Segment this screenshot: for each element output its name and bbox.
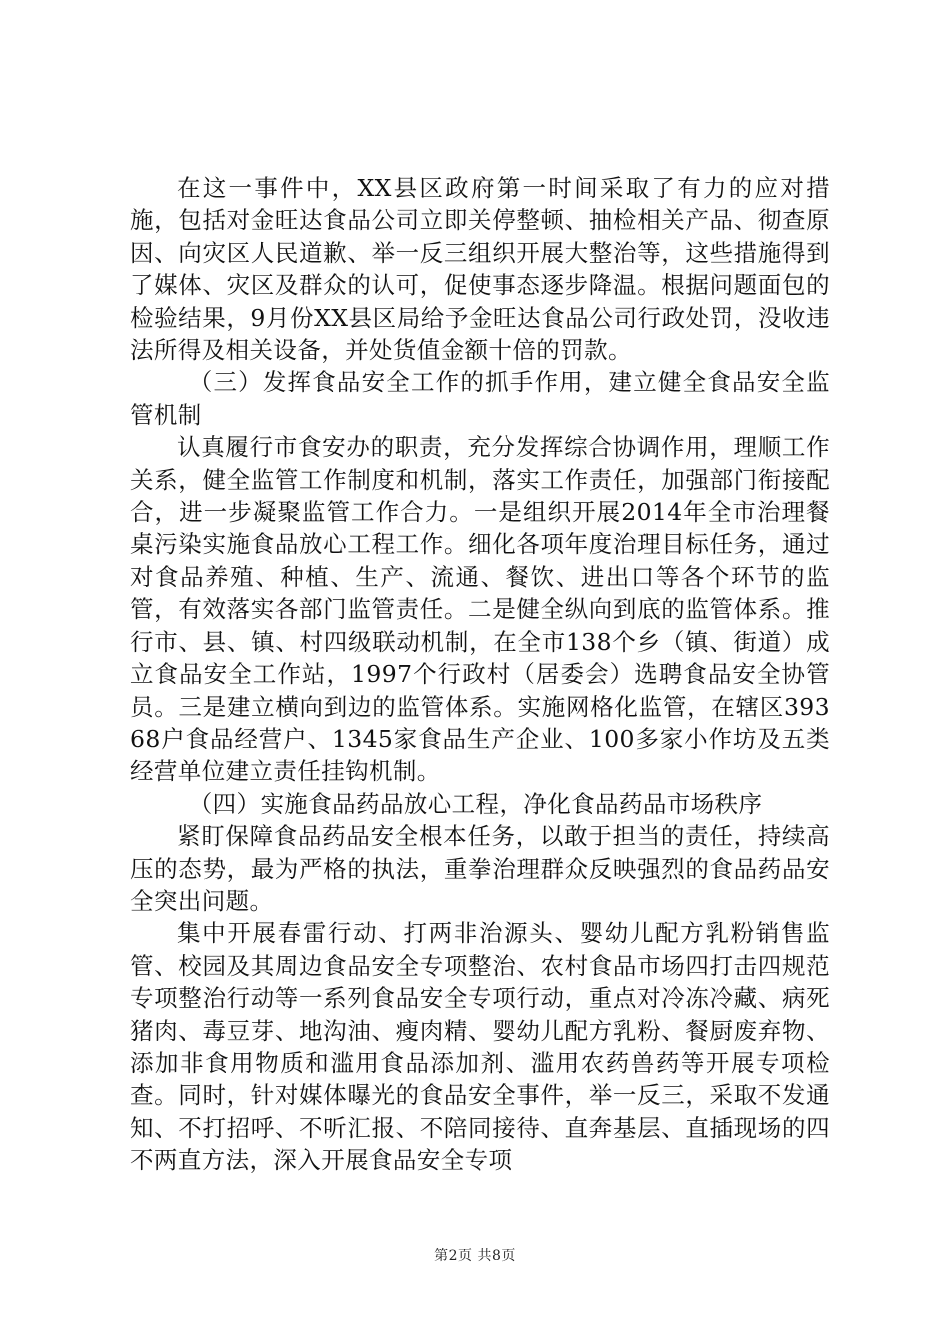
section-heading-3: （三）发挥食品安全工作的抓手作用，建立健全食品安全监管机制 xyxy=(130,368,830,429)
document-body xyxy=(130,172,830,1177)
section-heading-4: （四）实施食品药品放心工程，净化食品药品市场秩序 xyxy=(188,789,763,818)
paragraph-supervision-mechanism: 认真履行市食安办的职责，充分发挥综合协调作用，理顺工作关系，健全监管工作制度和机制，落实工作责任，加强部门衔接配合，进一步凝聚监管工作合力。一是组织开展2014年全市治理餐桌污染实施食品放心工程工作。细化各项年度治理目标任务，通过对食品养殖、种植、生产、流通、餐饮、进出口等各个环节的监管，有效落实各部门监管责任。二是健全纵向到底的监管体系。推行市、县、镇、村四级联动机制，在全市138个乡（镇、街道）成立食品安全工作站，1997个行政村（居委会）选聘食品安全协管员。三是建立横向到边的监管体系。实施网格化监管，在辖区39368户食品经营户、1345家食品生产企业、100多家小作坊及五类经营单位建立责任挂钩机制。 xyxy=(130,433,830,786)
page-number-footer: 第2页 共8页 xyxy=(434,1248,516,1264)
paragraph-special-actions: 集中开展春雷行动、打两非治源头、婴幼儿配方乳粉销售监管、校园及其周边食品安全专项整治、农村食品市场四打击四规范专项整治行动等一系列食品安全专项行动，重点对冷冻冷藏、病死猪肉、毒豆芽、地沟油、瘦肉精、婴幼儿配方乳粉、餐厨废弃物、添加非食用物质和滥用食品添加剂、滥用农药兽药等开展专项检查。同时，针对媒体曝光的食品安全事件，举一反三，采取不发通知、不打招呼、不听汇报、不陪同接待、直奔基层、直插现场的四不两直方法，深入开展食品安全专项 xyxy=(130,919,830,1175)
paragraph-core-task: 紧盯保障食品药品安全根本任务，以敢于担当的责任，持续高压的态势，最为严格的执法，重拳治理群众反映强烈的食品药品安全突出问题。 xyxy=(130,822,830,915)
paragraph-incident-response: 在这一事件中，XX县区政府第一时间采取了有力的应对措施，包括对金旺达食品公司立即关停整顿、抽检相关产品、彻查原因、向灾区人民道歉、举一反三组织开展大整治等，这些措施得到了媒体、灾区及群众的认可，促使事态逐步降温。根据问题面包的检验结果，9月份XX县区局给予金旺达食品公司行政处罚，没收违法所得及相关设备，并处货值金额十倍的罚款。 xyxy=(130,174,830,365)
